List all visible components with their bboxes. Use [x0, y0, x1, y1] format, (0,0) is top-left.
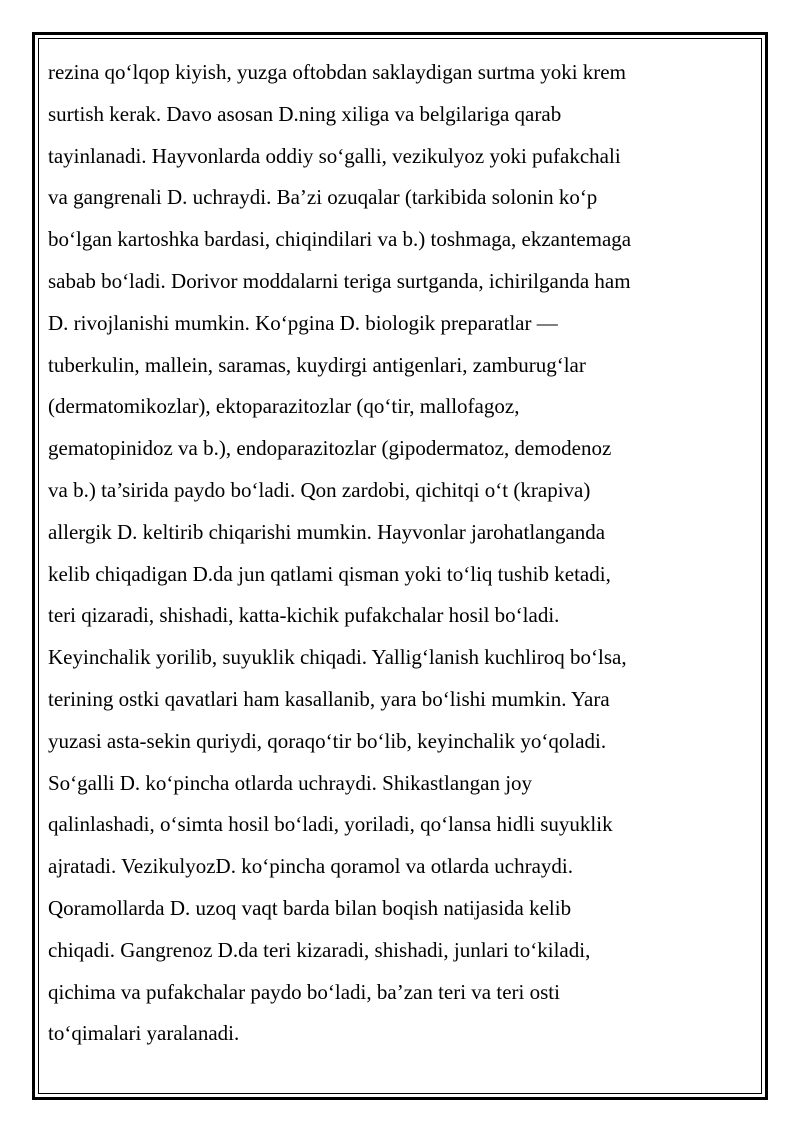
text-line: terining ostki qavatlari ham kasallanib, yara bo‘lishi mumkin. Yara — [48, 686, 610, 711]
text-line: yuzasi asta-sekin quriydi, qoraqo‘tir bo‘lib, keyinchalik yo‘qoladi. — [48, 728, 607, 753]
text-line: sabab bo‘ladi. Dorivor moddalarni teriga surtganda, ichirilganda ham — [48, 268, 631, 293]
text-line: va gangrenali D. uchraydi. Ba’zi ozuqalar (tarkibida solonin ko‘p — [48, 185, 598, 210]
text-line: to‘qimalari yaralanadi. — [48, 1021, 240, 1046]
text-line: teri qizaradi, shishadi, katta-kichik pufakchalar hosil bo‘ladi. — [48, 603, 560, 628]
text-line: tuberkulin, mallein, saramas, kuydirgi antigenlari, zamburug‘lar — [48, 352, 586, 377]
text-line: bo‘lgan kartoshka bardasi, chiqindilari va b.) toshmaga, ekzantemaga — [48, 227, 632, 252]
text-line: Keyinchalik yorilib, suyuklik chiqadi. Yallig‘lanish kuchliroq bo‘lsa, — [48, 645, 627, 670]
text-line: ajratadi. VezikulyozD. ko‘pincha qoramol va otlarda uchraydi. — [48, 854, 574, 879]
text-line: gematopinidoz va b.), endoparazitozlar (gipodermatoz, demodenoz — [48, 436, 612, 461]
text-line: allergik D. keltirib chiqarishi mumkin. Hayvonlar jarohatlanganda — [48, 519, 606, 544]
text-line: qalinlashadi, o‘simta hosil bo‘ladi, yoriladi, qo‘lansa hidli suyuklik — [48, 812, 613, 837]
body-text — [48, 52, 748, 1055]
text-line: va b.) ta’sirida paydo bo‘ladi. Qon zardobi, qichitqi o‘t (krapiva) — [48, 477, 591, 502]
text-line: surtish kerak. Davo asosan D.ning xiliga va belgilariga qarab — [48, 101, 562, 126]
text-line: Qoramollarda D. uzoq vaqt barda bilan boqish natijasida kelib — [48, 895, 572, 920]
text-line: tayinlanadi. Hayvonlarda oddiy so‘galli, vezikulyoz yoki pufakchali — [48, 143, 621, 168]
text-line: kelib chiqadigan D.da jun qatlami qisman yoki to‘liq tushib ketadi, — [48, 561, 611, 586]
text-line: chiqadi. Gangrenoz D.da teri kizaradi, shishadi, junlari to‘kiladi, — [48, 937, 591, 962]
text-line: rezina qo‘lqop kiyish, yuzga oftobdan saklaydigan surtma yoki krem — [48, 60, 626, 84]
text-line: D. rivojlanishi mumkin. Ko‘pgina D. biologik preparatlar — — [48, 310, 558, 335]
text-line: So‘galli D. ko‘pincha otlarda uchraydi. Shikastlangan joy — [48, 770, 533, 795]
text-line: qichima va pufakchalar paydo bo‘ladi, ba’zan teri va teri osti — [48, 979, 560, 1004]
text-line: (dermatomikozlar), ektoparazitozlar (qo‘tir, mallofagoz, — [48, 394, 520, 419]
